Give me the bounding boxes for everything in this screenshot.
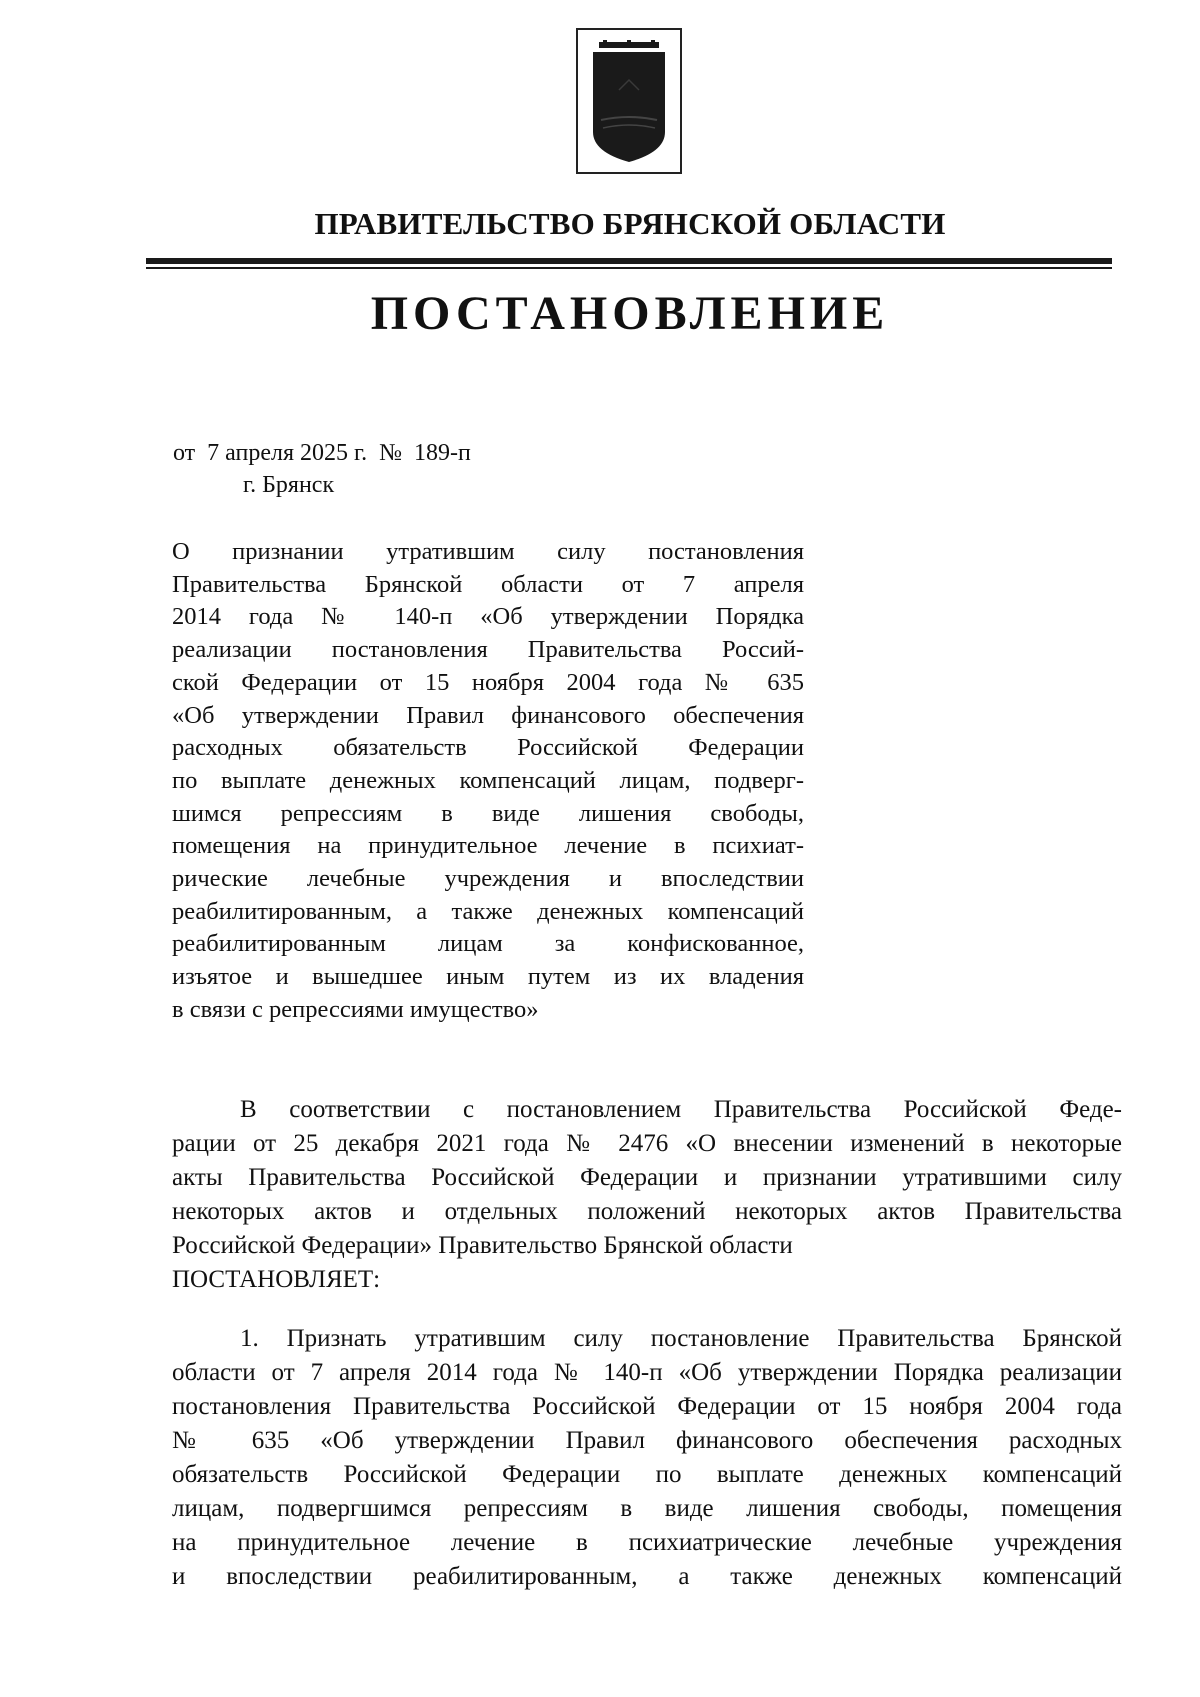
item-1-line: № 635 «Об утверждении Правил финансового обеспечения расходных: [172, 1427, 1122, 1454]
item-1-line: обязательств Российской Федерации по выплате денежных компенсаций: [172, 1461, 1122, 1488]
subject-line: в связи с репрессиями имущество»: [172, 995, 539, 1023]
subject-line: рические лечебные учреждения и впоследствии: [172, 865, 804, 893]
subject-line: 2014 года № 140-п «Об утверждении Порядка: [172, 603, 804, 631]
item-1-line: лицам, подвергшимся репрессиям в виде лишения свободы, помещения: [172, 1495, 1122, 1522]
item-1-paragraph: [172, 1322, 1122, 1594]
item-1-line: постановления Правительства Российской Федерации от 15 ноября 2004 года: [172, 1393, 1122, 1420]
subject-line: Правительства Брянской области от 7 апреля: [172, 570, 804, 598]
subject-line: реализации постановления Правительства Россий-: [172, 636, 804, 664]
subject-line: реабилитированным лицам за конфискованное,: [172, 930, 804, 958]
document-type-title: ПОСТАНОВЛЕНИЕ: [370, 287, 890, 340]
subject-line: шимся репрессиям в виде лишения свободы,: [172, 799, 804, 827]
subject-line: ской Федерации от 15 ноября 2004 года № 635: [172, 668, 804, 696]
item-1-line: области от 7 апреля 2014 года № 140-п «Об утверждении Порядка реализации: [172, 1359, 1122, 1386]
subject-line: изъятое и вышедшее иным путем из их владения: [172, 963, 804, 991]
coat-of-arms-icon: [589, 40, 669, 164]
subject-line: «Об утверждении Правил финансового обеспечения: [172, 701, 804, 729]
preamble-line: некоторых актов и отдельных положений некоторых актов Правительства: [172, 1198, 1122, 1225]
subject-line: О признании утратившим силу постановления: [172, 538, 804, 565]
subject-line: расходных обязательств Российской Федерации: [172, 734, 804, 762]
preamble-line: В соответствии с постановлением Правительства Российской Феде-: [240, 1096, 1122, 1123]
document-place: г. Брянск: [243, 472, 335, 498]
resolves-word: ПОСТАНОВЛЯЕТ:: [172, 1266, 381, 1293]
document-subject: [172, 536, 804, 1027]
subject-line: реабилитированным, а также денежных компенсаций: [172, 897, 804, 925]
subject-line: по выплате денежных компенсаций лицам, подверг-: [172, 766, 804, 794]
preamble-line: акты Правительства Российской Федерации и признании утратившими силу: [172, 1164, 1122, 1191]
item-1-line: 1. Признать утратившим силу постановление Правительства Брянской: [240, 1325, 1122, 1352]
preamble-paragraph: [172, 1093, 1122, 1297]
emblem-frame: [576, 28, 682, 174]
preamble-line: рации от 25 декабря 2021 года № 2476 «О внесении изменений в некоторые: [172, 1130, 1122, 1157]
document-date-number: от 7 апреля 2025 г. № 189-п: [173, 440, 471, 466]
subject-line: помещения на принудительное лечение в психиат-: [172, 832, 804, 860]
preamble-line: Российской Федерации» Правительство Брянской области: [172, 1232, 793, 1259]
item-1-line: на принудительное лечение в психиатрические лечебные учреждения: [172, 1529, 1122, 1556]
item-1-line: и впоследствии реабилитированным, а также денежных компенсаций: [172, 1563, 1122, 1590]
header-rule-thick: [146, 258, 1112, 264]
government-title: ПРАВИТЕЛЬСТВО БРЯНСКОЙ ОБЛАСТИ: [314, 206, 946, 241]
header-rule-thin: [146, 267, 1112, 269]
